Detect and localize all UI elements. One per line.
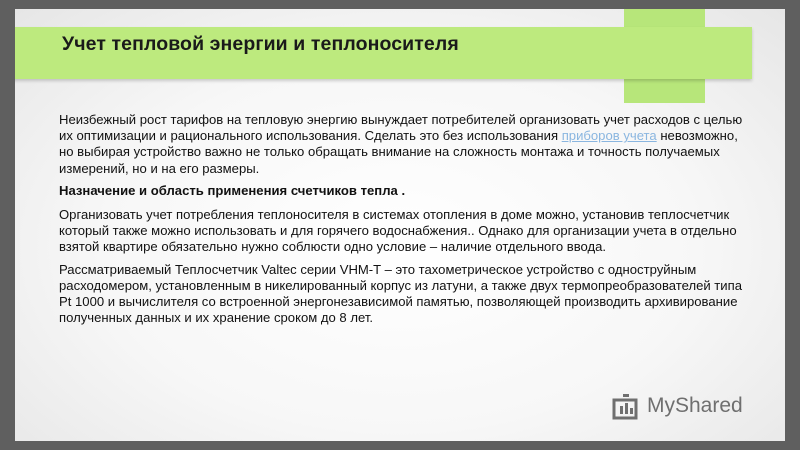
intro-text-end: невозможно, но выбирая устройство важно не только обращать внимание на сложность монтажа и точность получаемых измерений, но и на его размеры. [59,128,738,176]
devices-link[interactable]: приборов учета [561,128,657,144]
paragraph-description: Рассматриваемый Теплосчетчик Valtec серии VHM-T – это тахометрическое устройство с одноструйным расходомером, установленным в никелированный корпус из латуни, а также двух термопреобразователей типа Pt 1000 и вычислителя со встроенной энергонезависимой памятью, позволяющей производить архивирование полученных данных и их хранение сроком до 8 лет. [59,261,742,326]
slide [15,9,785,441]
slide-content [59,112,749,332]
watermark [611,391,743,421]
intro-text-start: Неизбежный рост тарифов на тепловую энергию вынуждает потребителей организовать учет расходов с целью их оптимизации и рационального использования. Сделать это без использования [59,112,743,144]
paragraph-purpose: Организовать учет потребления теплоносителя в системах отопления в доме можно, установив теплосчетчик который также можно использовать и для горячего водоснабжения.. Однако для организации учета в отдельно взятой квартире обязательно нужно соблюсти одно условие – наличие отдельного ввода. [59,207,737,255]
slide-title: Учет тепловой энергии и теплоносителя [62,33,459,55]
paragraph-intro [59,112,749,177]
myshared-logo-icon [611,391,641,421]
watermark-text: MyShared [647,394,743,417]
section-heading: Назначение и область применения счетчиков тепла . [59,182,406,198]
